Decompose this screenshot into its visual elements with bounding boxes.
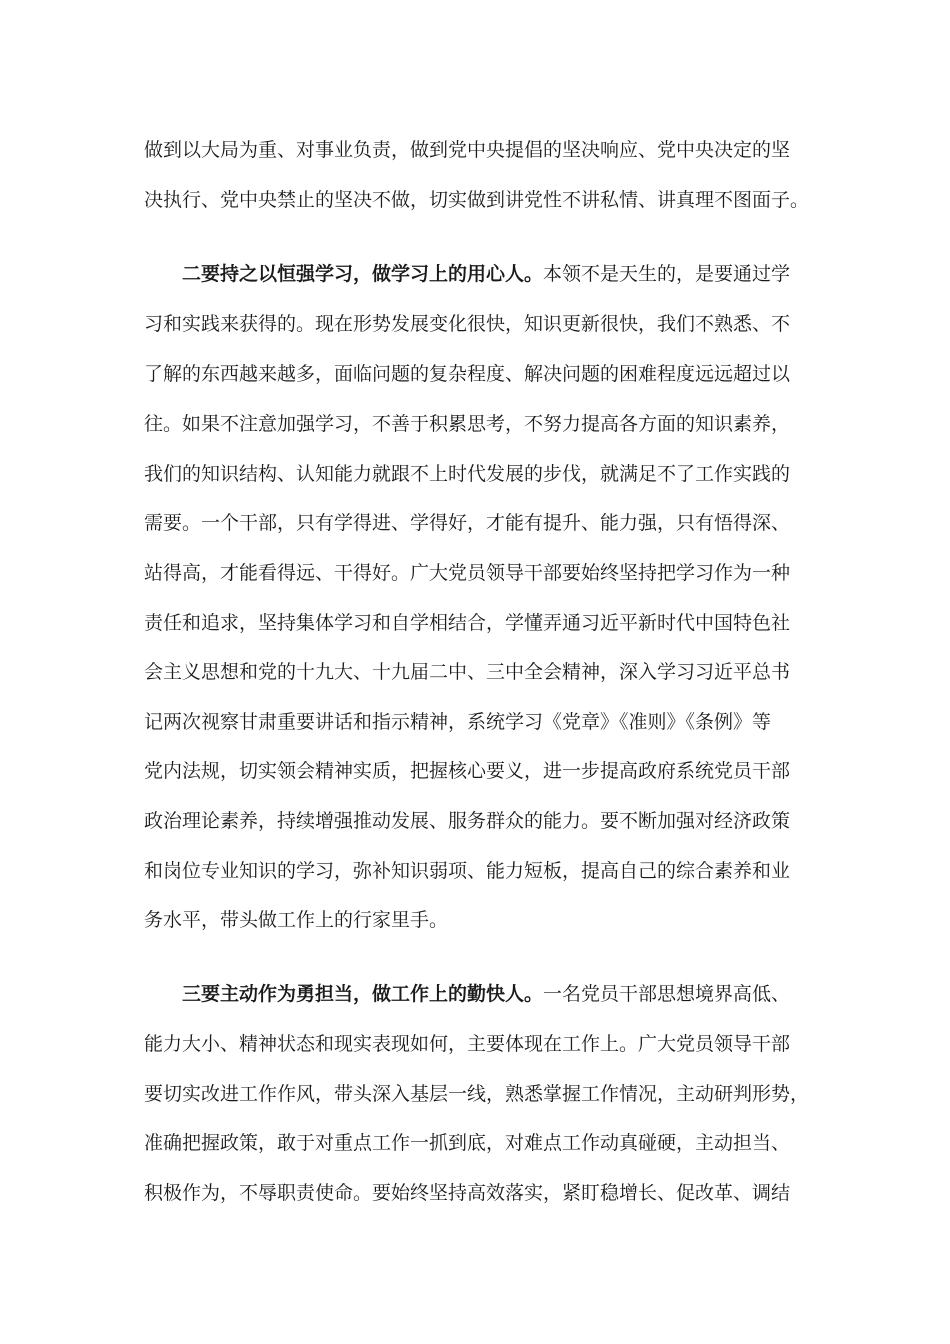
paragraph-2-line-5: 我们的知识结构、认知能力就跟不上时代发展的步伐，就满足不了工作实践的 (144, 463, 791, 485)
paragraph-1-line-2: 决执行、党中央禁止的坚决不做，切实做到讲党性不讲私情、讲真理不图面子。 (144, 189, 810, 211)
paragraph-1-line-1: 做到以大局为重、对事业负责，做到党中央提倡的坚决响应、党中央决定的坚 (144, 139, 791, 161)
paragraph-2-line-6: 需要。一个干部，只有学得进、学得好，才能有提升、能力强，只有悟得深、 (144, 512, 791, 534)
paragraph-3-line-5: 积极作为，不辱职责使命。要始终坚持高效落实，紧盯稳增长、促改革、调结 (144, 1182, 791, 1204)
paragraph-2-line-7: 站得高，才能看得远、干得好。广大党员领导干部要始终坚持把学习作为一种 (144, 562, 791, 584)
paragraph-2-line-4: 往。如果不注意加强学习，不善于积累思考，不努力提高各方面的知识素养， (144, 413, 791, 435)
paragraph-3-line-3: 要切实改进工作作风，带头深入基层一线，熟悉掌握工作情况，主动研判形势， (144, 1083, 810, 1105)
paragraph-2-line-3: 了解的东西越来越多，面临问题的复杂程度、解决问题的困难程度远远超过以 (144, 363, 791, 385)
paragraph-2-line-14: 务水平，带头做工作上的行家里手。 (144, 909, 449, 931)
paragraph-2-first-line (182, 259, 852, 289)
paragraph-3-line-4: 准确把握政策，敢于对重点工作一抓到底，对难点工作动真碰硬，主动担当、 (144, 1132, 791, 1154)
paragraph-2-line-13: 和岗位专业知识的学习，弥补知识弱项、能力短板，提高自己的综合素养和业 (144, 860, 791, 882)
paragraph-3-first-line (182, 979, 852, 1009)
paragraph-2-line-9: 会主义思想和党的十九大、十九届二中、三中全会精神，深入学习习近平总书 (144, 661, 791, 683)
paragraph-2-line-2: 习和实践来获得的。现在形势发展变化很快，知识更新很快，我们不熟悉、不 (144, 313, 791, 335)
paragraph-2-line-12: 政治理论素养，持续增强推动发展、服务群众的能力。要不断加强对经济政策 (144, 810, 791, 832)
paragraph-3-line-2: 能力大小、精神状态和现实表现如何，主要体现在工作上。广大党员领导干部 (144, 1033, 791, 1055)
paragraph-3-first-line-text: 一名党员干部思想境界高低、 (543, 983, 791, 1005)
paragraph-2-line-10: 记两次视察甘肃重要讲话和指示精神，系统学习《党章》《准则》《条例》等 (144, 711, 772, 733)
paragraph-2-line-8: 责任和追求，坚持集体学习和自学相结合，学懂弄通习近平新时代中国特色社 (144, 612, 791, 634)
paragraph-2-line-11: 党内法规，切实领会精神实质，把握核心要义，进一步提高政府系统党员干部 (144, 760, 791, 782)
paragraph-2-heading: 二要持之以恒强学习，做学习上的用心人。 (182, 263, 544, 285)
paragraph-2-first-line-text: 本领不是天生的，是要通过学 (543, 263, 791, 285)
paragraph-3-heading: 三要主动作为勇担当，做工作上的勤快人。 (182, 983, 544, 1005)
